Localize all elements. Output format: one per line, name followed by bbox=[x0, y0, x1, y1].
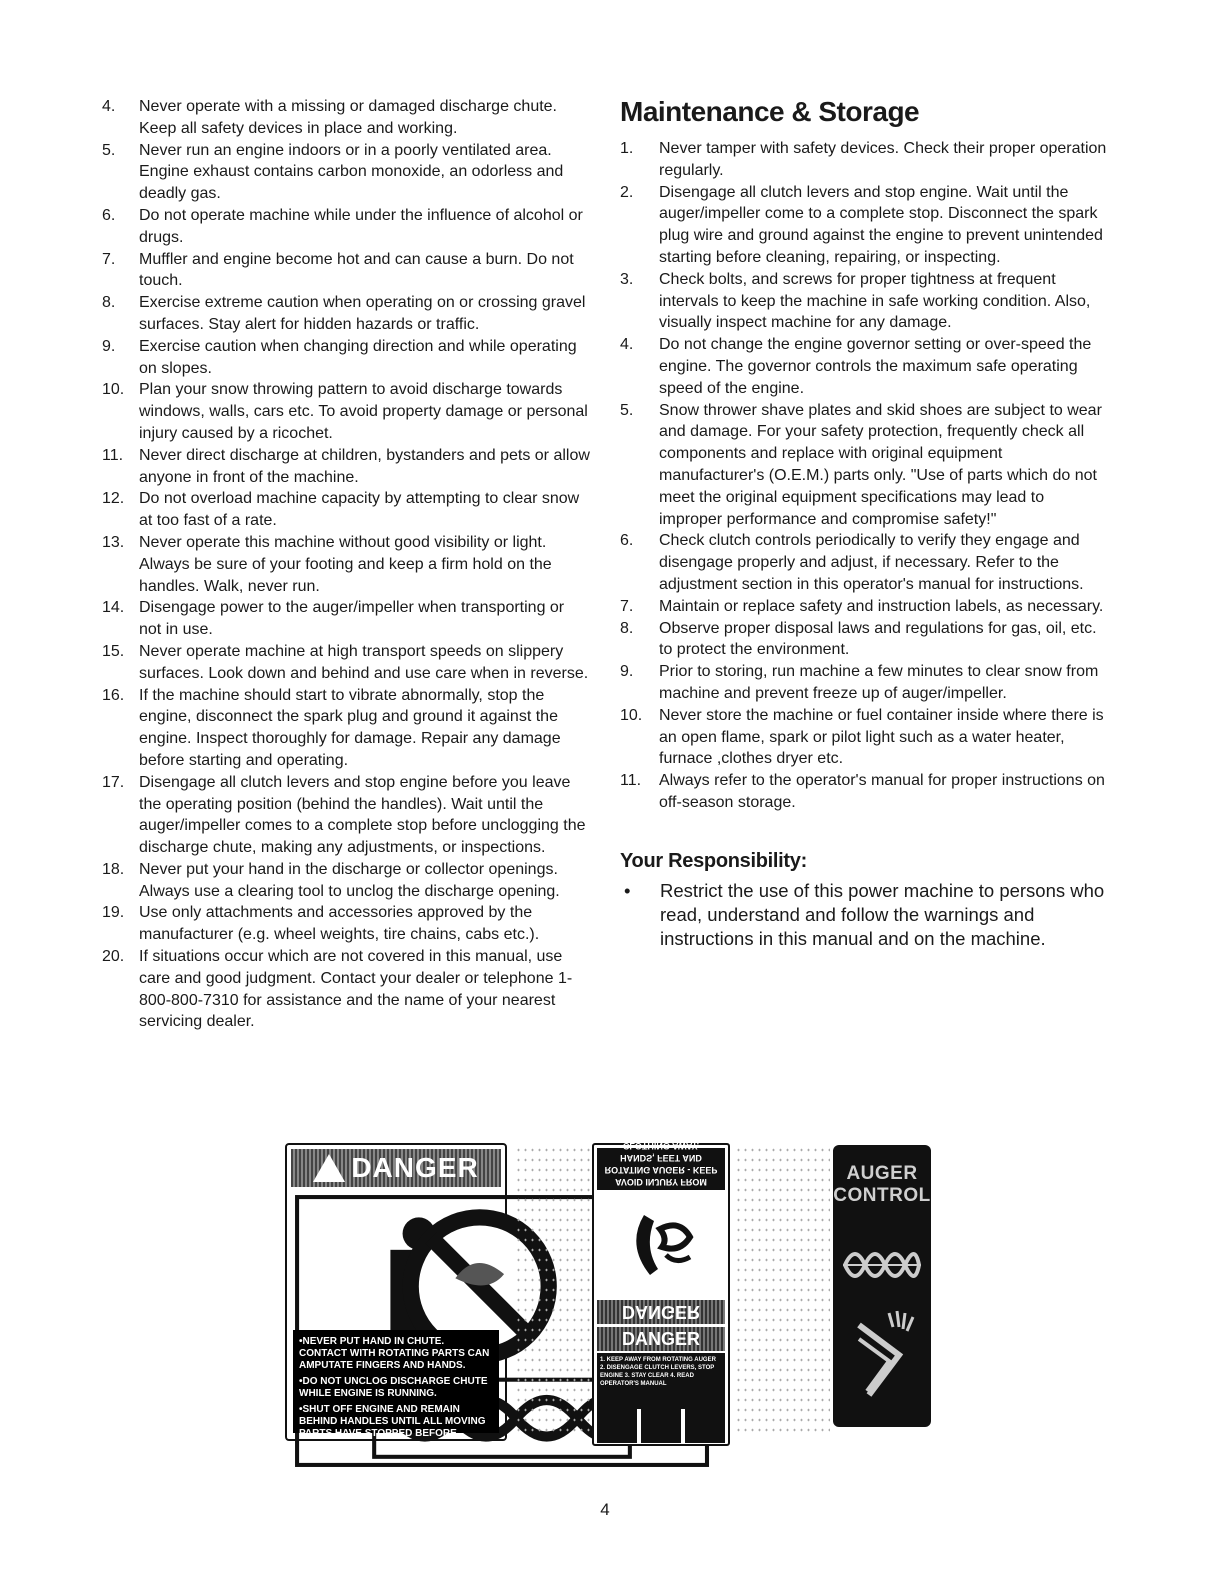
list-item bbox=[100, 685, 590, 772]
auger-spiral-icon bbox=[839, 1237, 925, 1293]
list-item bbox=[100, 205, 590, 249]
auger-control-label bbox=[833, 1145, 931, 1427]
list-item bbox=[100, 641, 590, 685]
spark-plug-icon bbox=[641, 1407, 681, 1443]
list-item bbox=[100, 96, 590, 140]
list-item-text: Never operate machine at high transport speeds on slippery surfaces. Look down and behind and use care when in reverse. bbox=[139, 642, 589, 682]
danger-header bbox=[291, 1149, 501, 1187]
list-item-number: 7. bbox=[620, 597, 634, 615]
list-item-text: Do not overload machine capacity by attempting to clear snow at too fast of a rate. bbox=[139, 490, 580, 530]
list-item-text: Exercise caution when changing direction and while operating on slopes. bbox=[139, 337, 577, 377]
list-item bbox=[100, 772, 590, 859]
list-item-text: Plan your snow throwing pattern to avoid discharge towards windows, walls, cars etc. To avoid property damage or personal injury caused by a ricochet. bbox=[139, 381, 588, 442]
list-item-text: Do not operate machine while under the influence of alcohol or drugs. bbox=[139, 206, 583, 246]
list-item bbox=[620, 770, 1110, 814]
list-item bbox=[100, 445, 590, 489]
list-item-text: Snow thrower shave plates and skid shoes are subject to wear and damage. For your safety protection, frequently check all components and replace with original equipment manufacturer's (O.E.M.) parts only. "Use of parts which do not meet the original equipment specifications may lead to improper performance and compromise safety!" bbox=[659, 401, 1102, 528]
list-item-text: Maintain or replace safety and instruction labels, as necessary. bbox=[659, 597, 1104, 615]
list-item bbox=[100, 532, 590, 597]
list-item-text: Check bolts, and screws for proper tightness at frequent intervals to keep the machine in safe working condition. Also, visually inspect machine for any damage. bbox=[659, 270, 1091, 332]
list-item bbox=[620, 661, 1110, 705]
list-item-number: 6. bbox=[102, 206, 116, 224]
list-item-number: 11. bbox=[102, 446, 124, 464]
danger-label-large bbox=[285, 1143, 507, 1451]
list-item-number: 1. bbox=[620, 140, 634, 157]
danger-line: •DO NOT UNCLOG DISCHARGE CHUTE WHILE ENGINE IS RUNNING. bbox=[299, 1376, 488, 1399]
list-item-text: Do not change the engine governor setting or over-speed the engine. The governor controls the maximum safe operating speed of the engine. bbox=[659, 336, 1092, 397]
person-icon bbox=[685, 1407, 725, 1443]
maintenance-heading: Maintenance & Storage bbox=[620, 96, 920, 127]
list-item-text: Never operate this machine without good visibility or light. Always be sure of your footing and keep a firm hold on the handles. Walk, never run. bbox=[139, 533, 552, 595]
list-item-number: 15. bbox=[102, 642, 125, 660]
list-item-text: Never tamper with safety devices. Check their proper operation regularly. bbox=[659, 140, 1107, 179]
list-item-number: 8. bbox=[102, 294, 116, 312]
responsibility-item bbox=[620, 879, 1110, 951]
auger-hand-icon bbox=[614, 1195, 710, 1285]
list-item-number: 10. bbox=[620, 706, 643, 724]
list-item bbox=[620, 400, 1110, 531]
list-item-number: 8. bbox=[620, 619, 634, 637]
safety-list bbox=[100, 96, 590, 1033]
list-item-text: Never operate with a missing or damaged discharge chute. Keep all safety devices in place and working. bbox=[139, 98, 557, 137]
manual-icon bbox=[597, 1407, 637, 1443]
danger-small-text: 1. KEEP AWAY FROM ROTATING AUGER 2. DISENGAGE CLUTCH LEVERS, STOP ENGINE 3. STAY CLEAR 4. READ OPERATOR'S MANUAL bbox=[597, 1353, 725, 1409]
list-item-text: Use only attachments and accessories approved by the manufacturer (e.g. wheel weights, tire chains, cabs etc.). bbox=[139, 904, 540, 944]
list-item-number: 9. bbox=[620, 663, 634, 681]
list-item-number: 11. bbox=[620, 772, 642, 790]
list-item bbox=[100, 140, 590, 205]
list-item-text: Never store the machine or fuel container inside where there is an open flame, spark or pilot light such as a water heater, furnace ,clothes dryer etc. bbox=[659, 706, 1104, 768]
list-item bbox=[620, 705, 1110, 770]
list-item bbox=[620, 182, 1110, 269]
list-item bbox=[620, 618, 1110, 662]
list-item-text: Muffler and engine become hot and can cause a burn. Do not touch. bbox=[139, 250, 574, 290]
mirrored-warning-text: AVOID INJURY FROM ROTATING AUGER - KEEP HANDS, FEET AND CLOTHING AWAY. bbox=[597, 1148, 725, 1190]
list-item bbox=[100, 249, 590, 293]
bullet-icon: • bbox=[624, 879, 631, 901]
list-item-text: If situations occur which are not covered in this manual, use care and good judgment. Contact your dealer or telephone 1-800-800-7310 for assistance and the name of your nearest servicing dealer. bbox=[139, 948, 573, 1031]
list-item-text: Check clutch controls periodically to verify they engage and disengage properly and adjust, if necessary. Refer to the adjustment section in this operator's manual for instructions. bbox=[659, 532, 1084, 593]
pictogram-row bbox=[597, 1407, 725, 1443]
list-item-number: 5. bbox=[620, 401, 634, 419]
right-column bbox=[620, 96, 1110, 951]
auger-title-line: AUGER bbox=[846, 1163, 918, 1184]
list-item-text: Prior to storing, run machine a few minutes to clear snow from machine and prevent freeze up of auger/impeller. bbox=[659, 663, 1099, 702]
dotted-pattern bbox=[735, 1145, 830, 1435]
list-item-number: 4. bbox=[102, 98, 116, 115]
list-item-number: 4. bbox=[620, 336, 634, 354]
control-lever-icon bbox=[839, 1305, 925, 1405]
list-item bbox=[620, 596, 1110, 618]
responsibility-heading: Your Responsibility: bbox=[620, 849, 807, 872]
list-item-text: Never direct discharge at children, bystanders and pets or allow anyone in front of the machine. bbox=[139, 446, 590, 486]
list-item bbox=[100, 902, 590, 946]
danger-text-block bbox=[293, 1330, 499, 1451]
dotted-pattern bbox=[515, 1145, 590, 1435]
list-item-text: If the machine should start to vibrate abnormally, stop the engine, disconnect the spark plug and ground it against the engine. Inspect thoroughly for damage. Repair any damage before starting and operating. bbox=[139, 686, 561, 769]
list-item-number: 6. bbox=[620, 532, 634, 550]
list-item-text: Disengage all clutch levers and stop engine. Wait until the auger/impeller come to a complete stop. Disconnect the spark plug wire and ground against the engine to prevent unintended starting before cleaning, repairing, or inspecting. bbox=[659, 183, 1103, 266]
list-item-text: Disengage power to the auger/impeller when transporting or not in use. bbox=[139, 599, 565, 639]
list-item bbox=[620, 530, 1110, 595]
danger-header-text: DANGER bbox=[351, 1152, 479, 1183]
auger-control-title bbox=[833, 1163, 931, 1207]
list-item-text: Always refer to the operator's manual for proper instructions on off-season storage. bbox=[659, 772, 1105, 811]
list-item-number: 9. bbox=[102, 337, 116, 355]
mirrored-danger-banner: DANGER bbox=[597, 1300, 725, 1324]
list-item bbox=[100, 336, 590, 380]
danger-line: •NEVER PUT HAND IN CHUTE. CONTACT WITH ROTATING PARTS CAN AMPUTATE FINGERS AND HANDS. bbox=[299, 1336, 490, 1371]
list-item bbox=[100, 859, 590, 903]
list-item-text: Exercise extreme caution when operating on or crossing gravel surfaces. Stay alert for hidden hazards or traffic. bbox=[139, 294, 586, 333]
list-item-number: 5. bbox=[102, 141, 116, 159]
list-item bbox=[100, 292, 590, 336]
list-item-text: Disengage all clutch levers and stop engine before you leave the operating position (behind the handles). Wait until the auger/impeller comes to a complete stop before unclogging the discharge chute, making any adjustments, or inspections. bbox=[139, 773, 586, 857]
list-item-text: Observe proper disposal laws and regulations for gas, oil, etc. to protect the environment. bbox=[659, 619, 1097, 659]
list-item-number: 17. bbox=[102, 773, 125, 791]
list-item-number: 12. bbox=[102, 490, 125, 508]
list-item bbox=[100, 946, 590, 1033]
list-item-number: 18. bbox=[102, 860, 125, 878]
list-item-number: 16. bbox=[102, 686, 125, 704]
list-item-number: 20. bbox=[102, 948, 125, 966]
list-item-number: 14. bbox=[102, 599, 125, 617]
list-item-text: Never run an engine indoors or in a poorly ventilated area. Engine exhaust contains carbon monoxide, an odorless and deadly gas. bbox=[139, 141, 564, 203]
list-item bbox=[620, 269, 1110, 334]
maintenance-list bbox=[620, 138, 1110, 814]
list-item-number: 13. bbox=[102, 533, 125, 551]
list-item-number: 10. bbox=[102, 381, 125, 399]
danger-label-small bbox=[592, 1143, 730, 1446]
left-column bbox=[100, 96, 590, 1033]
warning-triangle-icon bbox=[313, 1154, 345, 1182]
list-item bbox=[100, 379, 590, 444]
list-item bbox=[620, 138, 1110, 182]
list-item-number: 19. bbox=[102, 904, 125, 922]
list-item-number: 7. bbox=[102, 250, 116, 268]
list-item-number: 2. bbox=[620, 183, 634, 201]
list-item bbox=[100, 488, 590, 532]
auger-title-line: CONTROL bbox=[833, 1185, 931, 1206]
page-number: 4 bbox=[600, 1500, 610, 1519]
list-item-text: Never put your hand in the discharge or collector openings. Always use a clearing tool to unclog the discharge opening. bbox=[139, 860, 560, 900]
danger-banner: DANGER bbox=[597, 1327, 725, 1351]
list-item bbox=[100, 597, 590, 641]
list-item bbox=[620, 334, 1110, 399]
list-item-number: 3. bbox=[620, 270, 634, 288]
responsibility-text: Restrict the use of this power machine to persons who read, understand and follow the warnings and instructions in this manual and on the machine. bbox=[660, 879, 1105, 949]
danger-line: •SHUT OFF ENGINE AND REMAIN BEHIND HANDLES UNTIL ALL MOVING PARTS HAVE STOPPED BEFORE UNCLOGGING. bbox=[299, 1404, 486, 1451]
